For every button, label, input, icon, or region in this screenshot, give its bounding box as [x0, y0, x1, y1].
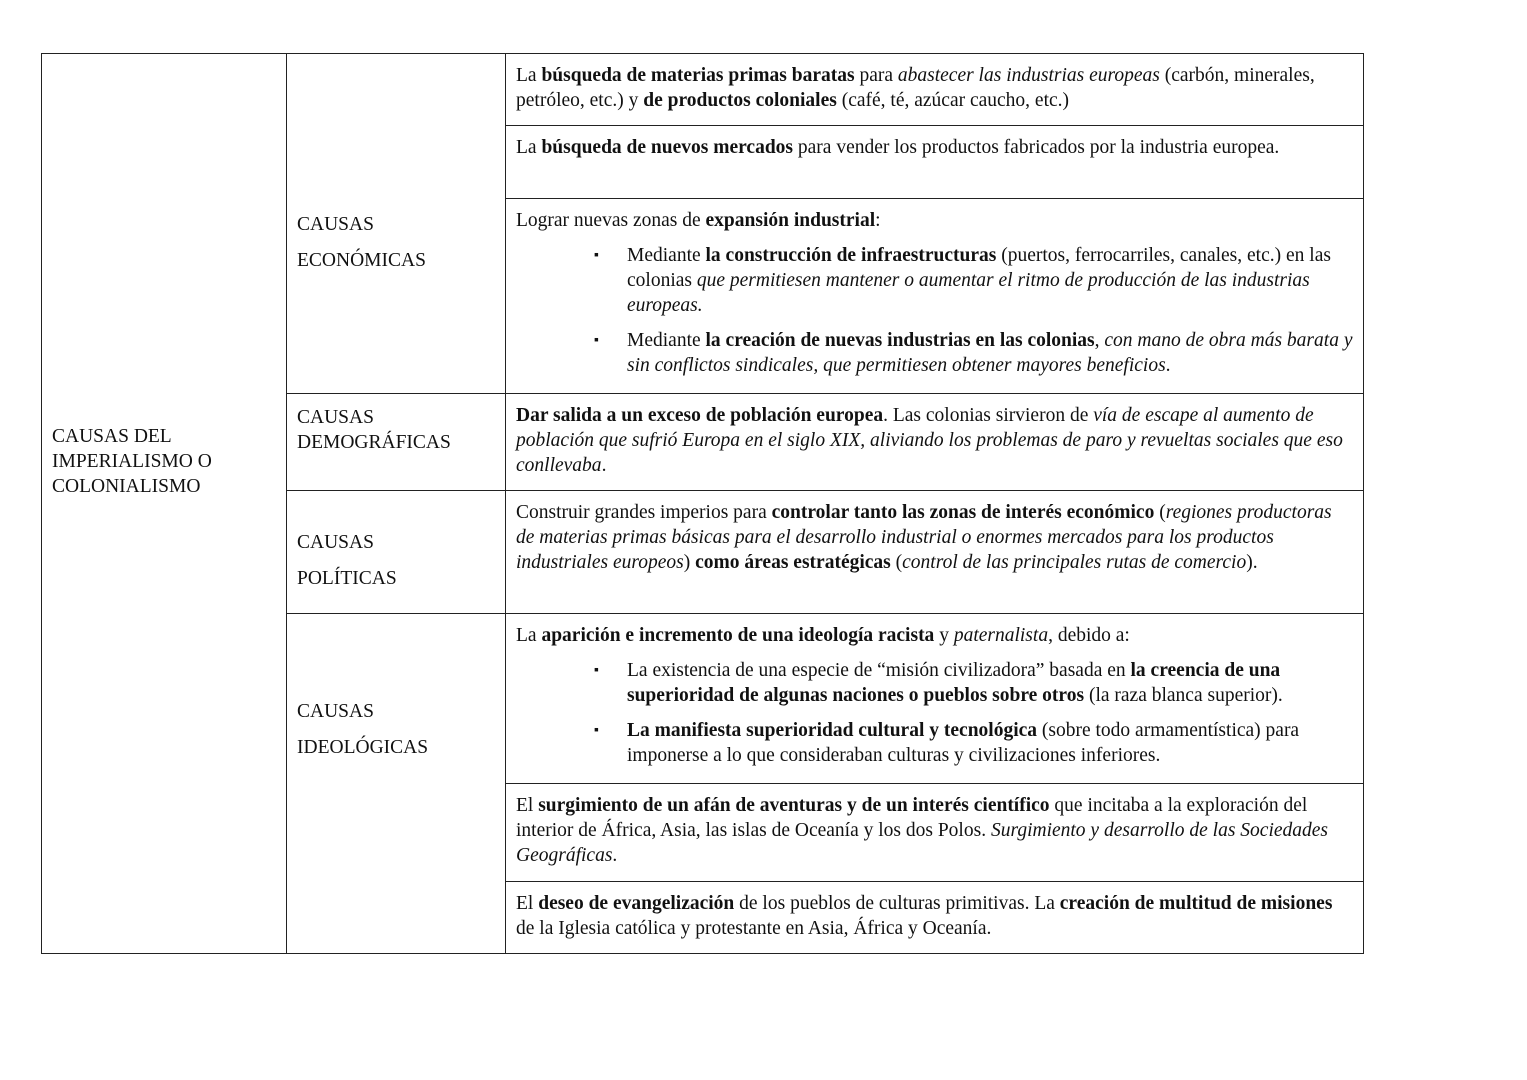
text: La — [516, 625, 542, 646]
text: de la Iglesia católica y protestante en Asia, África y Oceanía. — [516, 918, 992, 939]
group-label-line: ECONÓMICAS — [297, 250, 426, 271]
italic-text: regiones productoras de materias primas básicas para el desarrollo industrial o enormes mercados para los productos industriales europeos — [516, 502, 1332, 573]
group-label-line: POLÍTICAS — [297, 568, 397, 589]
group-label-line: CAUSAS — [297, 214, 374, 235]
group-economic — [286, 53, 506, 394]
text: Construir grandes imperios para — [516, 502, 772, 523]
text: (café, té, azúcar caucho, etc.) — [836, 90, 1070, 111]
bold-text: expansión industrial — [705, 210, 876, 231]
group-label-line: IDEOLÓGICAS — [297, 737, 429, 758]
group-label-line: CAUSAS — [297, 407, 374, 428]
text: ) — [683, 552, 696, 573]
italic-text: paternalista — [953, 625, 1049, 646]
cause-description-cell — [505, 490, 1364, 614]
italic-text: vía de escape al aumento de población que sufrió Europa en el siglo XIX, aliviando los problemas de paro y revueltas sociales que eso conllevaba — [516, 405, 1343, 476]
paragraph — [516, 403, 1353, 478]
cause-description-cell — [505, 198, 1364, 394]
main-topic-line: IMPERIALISMO O — [52, 451, 212, 472]
bold-text: creación de multitud de misiones — [1059, 893, 1333, 914]
bullet-icon: ▪ — [594, 248, 599, 263]
bold-text: la creación de nuevas industrias en las colonias — [705, 330, 1095, 351]
text: para vender los productos fabricados por la industria europea. — [793, 137, 1280, 158]
bold-text: Dar salida a un exceso de población europea — [516, 405, 884, 426]
text: para — [854, 65, 898, 86]
bold-text: deseo de evangelización — [538, 893, 735, 914]
cause-description-cell — [505, 881, 1364, 954]
bold-text: surgimiento de un afán de aventuras y de un interés científico — [538, 795, 1050, 816]
bullet-item — [516, 718, 1353, 768]
text: La — [516, 137, 542, 158]
bold-text: La manifiesta superioridad cultural y tecnológica — [627, 720, 1038, 741]
cause-description-cell — [505, 393, 1364, 491]
paragraph — [516, 891, 1353, 941]
text: ( — [1154, 502, 1166, 523]
bullet-item — [516, 328, 1353, 378]
main-topic-line: COLONIALISMO — [52, 476, 201, 497]
bold-text: búsqueda de nuevos mercados — [541, 137, 794, 158]
text: (puertos, ferrocarriles, canales, etc.) en las colonias — [627, 245, 1331, 291]
text: Mediante — [627, 330, 706, 351]
paragraph — [516, 63, 1353, 113]
paragraph — [516, 623, 1353, 648]
cause-description-cell — [505, 783, 1364, 882]
bullet-item — [516, 658, 1353, 708]
paragraph — [516, 135, 1353, 160]
text: La existencia de una especie de “misión civilizadora” basada en — [627, 660, 1131, 681]
text: : — [875, 210, 881, 231]
group-label-line: DEMOGRÁFICAS — [297, 432, 451, 453]
main-topic-line: CAUSAS DEL — [52, 426, 172, 447]
group-political — [286, 490, 506, 614]
text: El — [516, 893, 539, 914]
paragraph — [516, 500, 1353, 575]
bold-text: la construcción de infraestructuras — [705, 245, 997, 266]
text: (la raza blanca superior). — [1084, 685, 1283, 706]
text: . Las colonias sirvieron de — [883, 405, 1094, 426]
group-label-line: CAUSAS — [297, 532, 374, 553]
bullet-icon: ▪ — [594, 723, 599, 738]
text: de los pueblos de culturas primitivas. La — [734, 893, 1060, 914]
group-demographic — [286, 393, 506, 491]
italic-text: que permitiesen mantener o aumentar el ritmo de producción de las industrias europeas. — [627, 270, 1310, 316]
bold-text: controlar tanto las zonas de interés económico — [771, 502, 1155, 523]
text: Mediante — [627, 245, 706, 266]
cause-description-cell — [505, 125, 1364, 199]
main-topic-cell — [41, 53, 287, 954]
text: , debido a: — [1048, 625, 1130, 646]
bold-text: como áreas estratégicas — [695, 552, 891, 573]
cause-description-cell — [505, 53, 1364, 126]
italic-text: con mano de obra más barata y sin conflictos sindicales, que permitiesen obtener mayores beneficios — [627, 330, 1353, 376]
text: La — [516, 65, 542, 86]
italic-text: control de las principales rutas de comercio — [902, 552, 1247, 573]
bold-text: aparición e incremento de una ideología racista — [541, 625, 935, 646]
group-label-line: CAUSAS — [297, 701, 374, 722]
bold-text: la creencia de una superioridad de algunas naciones o pueblos sobre otros — [627, 660, 1281, 706]
group-ideological — [286, 613, 506, 954]
italic-text: abastecer las industrias europeas — [897, 65, 1160, 86]
text: Lograr nuevas zonas de — [516, 210, 706, 231]
bold-text: de productos coloniales — [643, 90, 837, 111]
bold-text: búsqueda de materias primas baratas — [541, 65, 855, 86]
text: y — [934, 625, 954, 646]
bullet-icon: ▪ — [594, 333, 599, 348]
paragraph — [516, 793, 1353, 868]
bullet-item — [516, 243, 1353, 318]
bullet-icon: ▪ — [594, 663, 599, 678]
cause-description-cell — [505, 613, 1364, 784]
text: , — [1094, 330, 1105, 351]
text: que incitaba a la exploración del interior de África, Asia, las islas de Oceanía y los dos Polos. — [516, 795, 1308, 841]
text: . — [612, 845, 618, 866]
text: ( — [890, 552, 903, 573]
text: ). — [1246, 552, 1258, 573]
paragraph — [516, 208, 1353, 233]
text: . — [1165, 355, 1171, 376]
text: . — [601, 455, 607, 476]
italic-text: Surgimiento y desarrollo de las Sociedades Geográficas — [516, 820, 1329, 866]
text: (sobre todo armamentística) para imponerse a lo que consideraban culturas y civilizaciones inferiores. — [627, 720, 1300, 766]
text: El — [516, 795, 539, 816]
text: (carbón, minerales, petróleo, etc.) y — [516, 65, 1315, 111]
